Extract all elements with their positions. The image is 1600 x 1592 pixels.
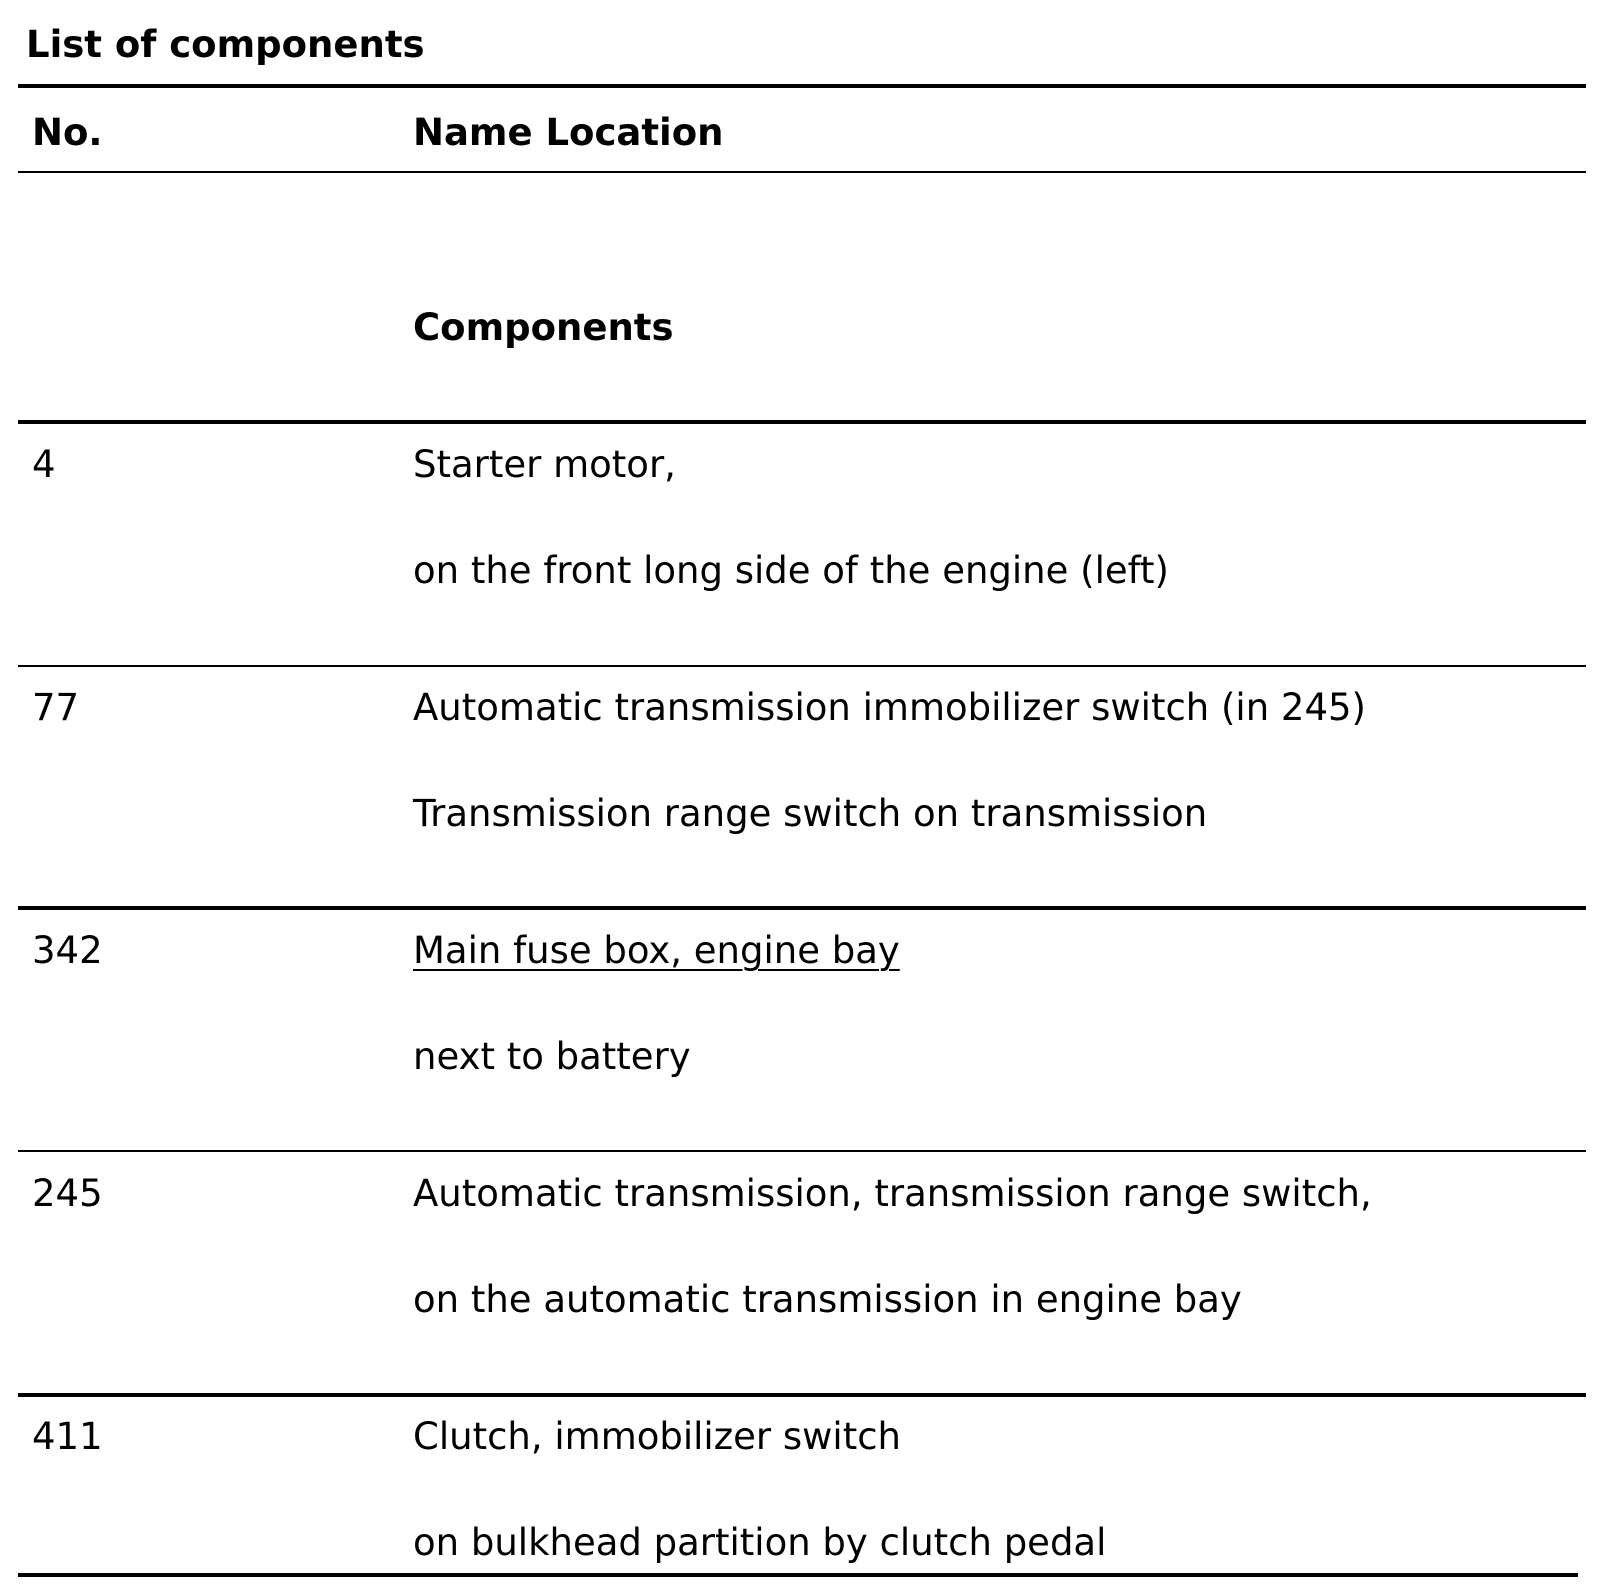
row-location: on the automatic transmission in engine bay (413, 1278, 1242, 1321)
header-name-location: Name Location (413, 111, 724, 154)
row-no: 411 (32, 1415, 103, 1458)
row-location: Transmission range switch on transmission (413, 792, 1208, 835)
row-no: 245 (32, 1172, 103, 1215)
row-location: on bulkhead partition by clutch pedal (413, 1521, 1107, 1564)
header-rule (18, 171, 1586, 173)
row-name: Automatic transmission immobilizer switch (in 245) (413, 686, 1366, 729)
row-name: Clutch, immobilizer switch (413, 1415, 901, 1458)
row-name: Main fuse box, engine bay (413, 929, 900, 972)
row-no: 4 (32, 443, 56, 486)
section-rule (18, 420, 1586, 424)
row-name: Automatic transmission, transmission range switch, (413, 1172, 1372, 1215)
row-no: 342 (32, 929, 103, 972)
table-top-rule (18, 84, 1586, 88)
row-rule (18, 665, 1586, 667)
row-location: next to battery (413, 1035, 691, 1078)
header-no: No. (32, 111, 103, 154)
row-no: 77 (32, 686, 80, 729)
row-rule (18, 1150, 1586, 1152)
row-name: Starter motor, (413, 443, 676, 486)
row-rule (18, 906, 1586, 910)
row-location: on the front long side of the engine (left) (413, 549, 1169, 592)
page-title: List of components (26, 23, 425, 66)
section-label: Components (413, 306, 674, 349)
row-rule (18, 1393, 1586, 1397)
table-bottom-rule (18, 1573, 1578, 1577)
